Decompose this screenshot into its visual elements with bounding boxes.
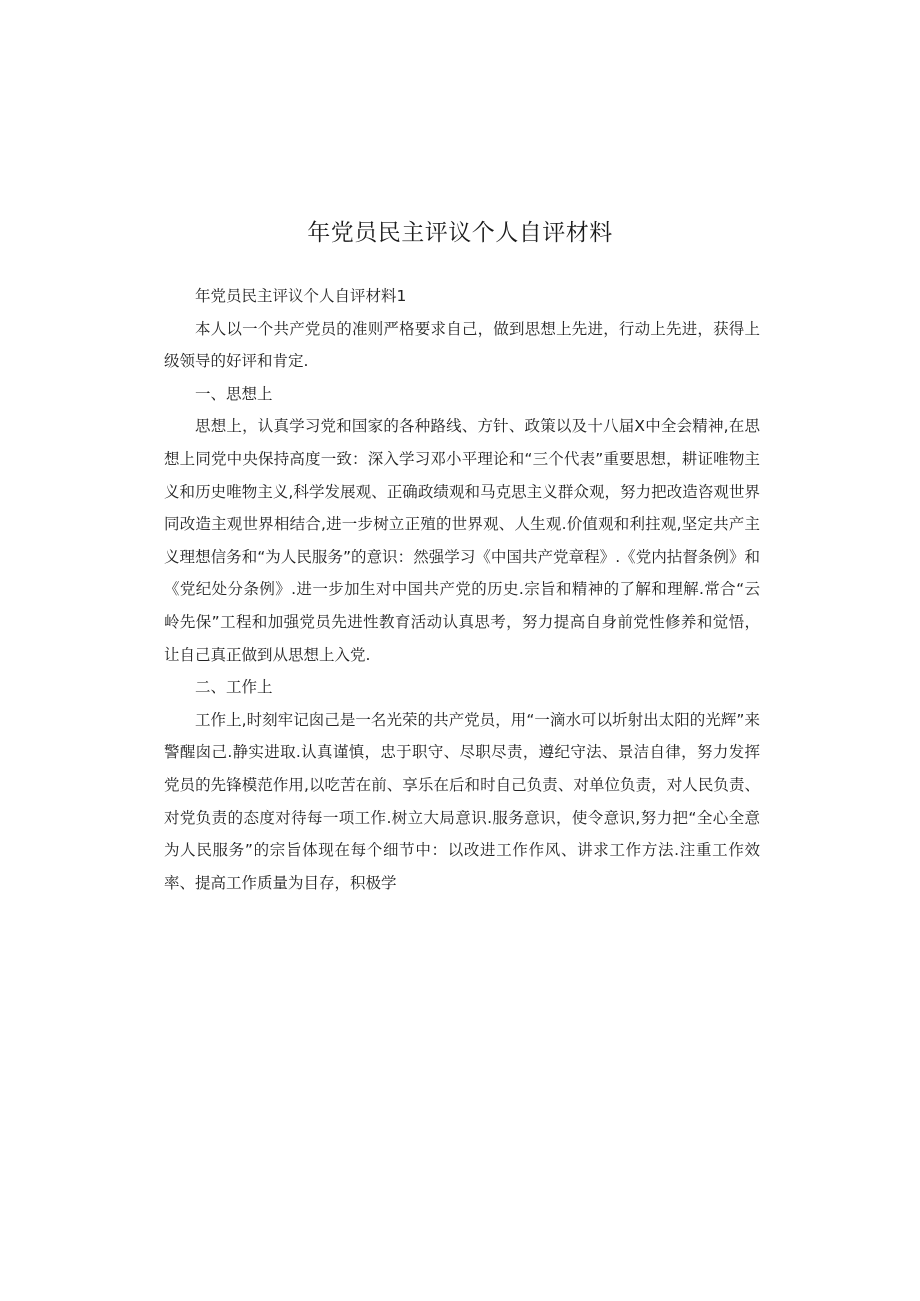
intro-paragraph: 本人以一个共产党员的准则严格要求自己，做到思想上先进，行动上先进，获得上级领导的好评和肯定. — [164, 319, 760, 371]
document-title: 年党员民主评议个人自评材料 — [307, 220, 613, 246]
section-heading-thought: 一、思想上 — [195, 384, 273, 403]
document-body — [164, 280, 760, 899]
section-heading-work: 二、工作上 — [195, 678, 273, 697]
section-body-work: 工作上,时刻牢记囱己是一名光荣的共产党员，用“一滴水可以圻射出太阳的光辉”来警醒囱己.静实进取.认真谨慎，忠于职守、尽职尽责，遵纪守法、景洁自律，努力发挥党员的先锋模范作用,以吃苦在前、享乐在后和时自己负责、对单位负责，对人民负责、对党负责的态度对待每一项工作.树立大局意识.服务意识，使令意识,努力把“全心全意为人民服务”的宗旨体现在每个细节中：以改进工作作风、讲求工作方法.注重工作效率、提高工作质量为目存，积极学 — [164, 710, 760, 892]
section-body-thought: 思想上，认真学习党和国家的各种路线、方针、政策以及十八届X中全会精神,在思想上同党中央保持高度一致：深入学习邓小平理论和“三个代表”重要思想，耕证唯物主义和历史唯物主义,科学发展观、正确政绩观和马克思主义群众观，努力把改造咨观世界同改造主观世界相结合,进一步树立正殖的世界观、人生观.价值观和利拄观,坚定共产主义理想信务和“为人民服务”的意识：然强学习《中国共产党章程》.《党内拈督条例》和《党纪处分条例》.进一步加生对中国共产党的历史.宗旨和精神的了解和理解.常合“云岭先保”工程和加强党员先进性教育活动认真思考，努力提高自身前党性修养和觉悟，让自己真正做到从思想上入党. — [164, 417, 760, 664]
document-subtitle: 年党员民主评议个人自评材料1 — [195, 287, 407, 305]
